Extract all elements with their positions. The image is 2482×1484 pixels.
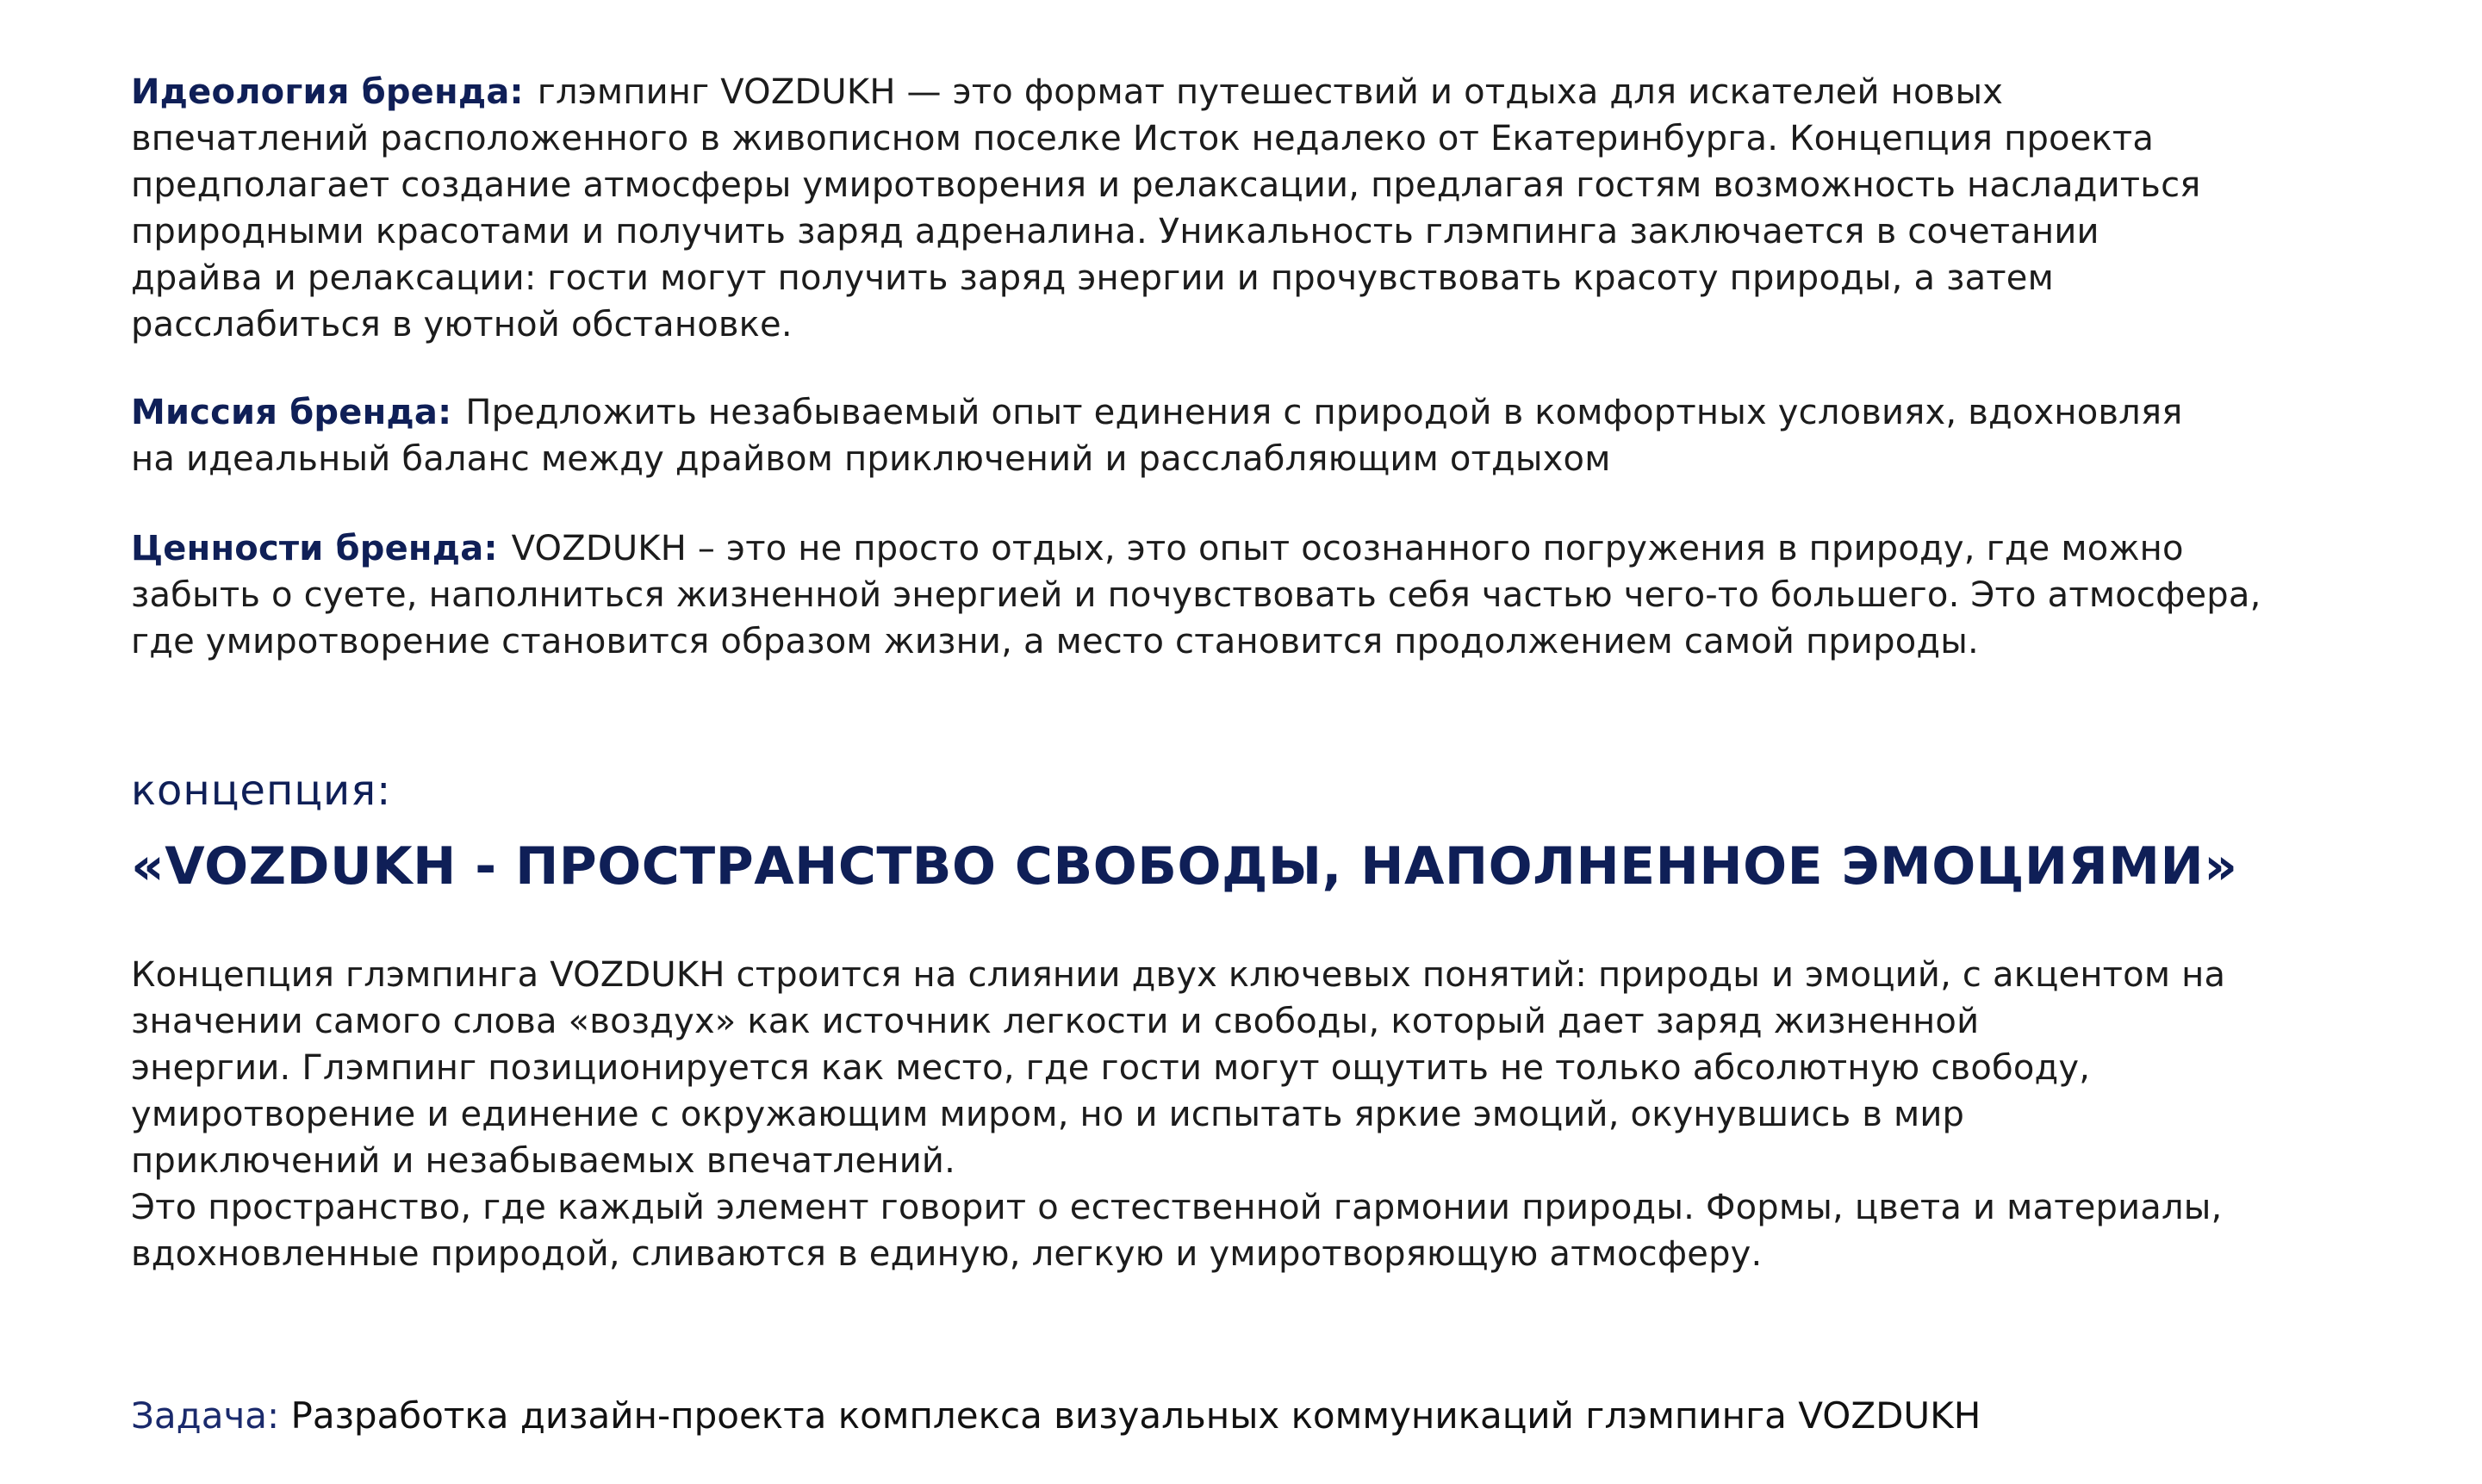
brand-values-label: Ценности бренда: (131, 529, 498, 568)
task-text: Разработка дизайн-проекта комплекса визуальных коммуникаций глэмпинга VOZDUKH (290, 1394, 1981, 1437)
concept-text-line: Концепция глэмпинга VOZDUKH строится на слиянии двух ключевых понятий: природы и эмоций, с акцентом на (131, 955, 2226, 995)
brand-values-text-line: забыть о суете, наполниться жизненной энергией и почувствовать себя частью чего-то большего. Это атмосфера, (131, 575, 2261, 615)
brand-ideology-text-line: драйва и релаксации: гости могут получить заряд энергии и прочувствовать красоту природы, а затем (131, 258, 2054, 298)
brand-ideology-text-line: предполагает создание атмосферы умиротворения и релаксации, предлагая гостям возможность насладиться (131, 165, 2201, 205)
brand-values-text-line: где умиротворение становится образом жизни, а место становится продолжением самой природы. (131, 622, 1979, 661)
brand-ideology-text-line: глэмпинг VOZDUKH — это формат путешествий и отдыха для искателей новых (537, 72, 2004, 112)
concept-text-line: значении самого слова «воздух» как источник легкости и свободы, который дает заряд жизненной (131, 1002, 1980, 1041)
brand-ideology-text-line: расслабиться в уютной обстановке. (131, 305, 793, 345)
brand-ideology-text-line: природными красотами и получить заряд адреналина. Уникальность глэмпинга заключается в сочетании (131, 212, 2099, 251)
concept-text-line: Это пространство, где каждый элемент говорит о естественной гармонии природы. Формы, цвета и материалы, (131, 1188, 2223, 1227)
concept-title: «VOZDUKH - ПРОСТРАНСТВО СВОБОДЫ, НАПОЛНЕННОЕ ЭМОЦИЯМИ» (131, 836, 2238, 897)
task-label: Задача: (131, 1394, 280, 1437)
brand-values-paragraph (131, 525, 2261, 665)
brand-ideology-paragraph (131, 69, 2201, 348)
concept-text-line: энергии. Глэмпинг позиционируется как место, где гости могут ощутить не только абсолютную свободу, (131, 1048, 2091, 1088)
task-statement (131, 1392, 1981, 1440)
brand-ideology-text-line: впечатлений расположенного в живописном поселке Исток недалеко от Екатеринбурга. Концепция проекта (131, 119, 2155, 158)
brand-mission-label: Миссия бренда: (131, 393, 452, 432)
brand-mission-paragraph (131, 389, 2182, 482)
concept-label: концепция: (131, 767, 392, 815)
brand-values-text-line: VOZDUKH – это не просто отдых, это опыт осознанного погружения в природу, где можно (511, 529, 2184, 568)
concept-text-line: приключений и незабываемых впечатлений. (131, 1141, 955, 1181)
brand-mission-text-line: Предложить незабываемый опыт единения с природой в комфортных условиях, вдохновляя (465, 393, 2183, 432)
concept-text-line: умиротворение и единение с окружающим миром, но и испытать яркие эмоций, окунувшись в мир (131, 1095, 1965, 1134)
brand-mission-text-line: на идеальный баланс между драйвом приключений и расслабляющим отдыхом (131, 439, 1611, 479)
concept-paragraph (131, 952, 2225, 1277)
brand-ideology-label: Идеология бренда: (131, 72, 524, 112)
concept-text-line: вдохновленные природой, сливаются в единую, легкую и умиротворяющую атмосферу. (131, 1234, 1763, 1274)
